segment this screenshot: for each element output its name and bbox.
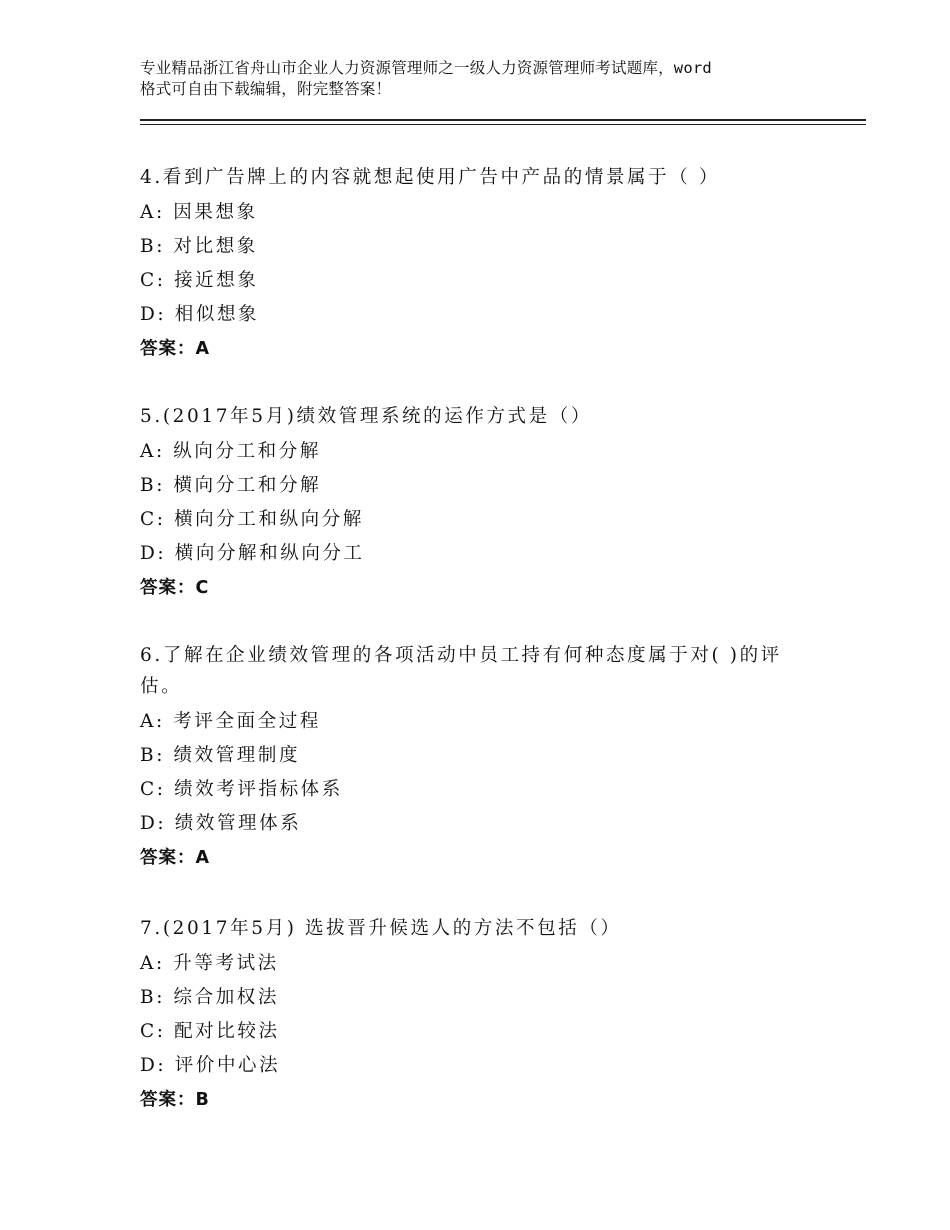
option-a: A: 升等考试法 <box>140 953 279 974</box>
question-block <box>140 640 820 875</box>
answer-label: 答案：C <box>140 578 210 598</box>
question-block <box>140 913 820 1117</box>
document-header <box>140 58 830 100</box>
option-c: C: 横向分工和纵向分解 <box>140 509 364 530</box>
option-d: D: 评价中心法 <box>140 1055 281 1076</box>
question-text: 4.看到广告牌上的内容就想起使用广告中产品的情景属于（ ） <box>140 167 720 188</box>
header-rule-thick <box>140 119 866 121</box>
option-d: D: 横向分解和纵向分工 <box>140 543 365 564</box>
option-b: B: 横向分工和分解 <box>140 475 322 496</box>
header-line-2: 格式可自由下载编辑，附完整答案！ <box>140 80 392 98</box>
header-line-1: 专业精品浙江省舟山市企业人力资源管理师之一级人力资源管理师考试题库，word <box>140 59 712 77</box>
answer-label: 答案：A <box>140 339 211 359</box>
option-d: D: 绩效管理体系 <box>140 813 302 834</box>
question-text: 7.(2017年5月) 选拔晋升候选人的方法不包括（） <box>140 918 622 939</box>
question-text: 6.了解在企业绩效管理的各项活动中员工持有何种态度属于对( )的评估。 <box>140 645 782 697</box>
option-a: A: 因果想象 <box>140 202 258 223</box>
option-c: C: 接近想象 <box>140 270 259 291</box>
header-rule-thin <box>140 124 866 125</box>
question-block <box>140 162 820 366</box>
question-text: 5.(2017年5月)绩效管理系统的运作方式是（） <box>140 406 592 427</box>
option-c: C: 配对比较法 <box>140 1021 280 1042</box>
option-c: C: 绩效考评指标体系 <box>140 779 343 800</box>
answer-label: 答案：B <box>140 1090 210 1110</box>
option-b: B: 对比想象 <box>140 236 258 257</box>
option-b: B: 绩效管理制度 <box>140 745 301 766</box>
option-a: A: 纵向分工和分解 <box>140 441 321 462</box>
answer-label: 答案：A <box>140 848 211 868</box>
question-block <box>140 401 820 605</box>
option-d: D: 相似想象 <box>140 304 260 325</box>
option-b: B: 综合加权法 <box>140 987 280 1008</box>
option-a: A: 考评全面全过程 <box>140 711 321 732</box>
